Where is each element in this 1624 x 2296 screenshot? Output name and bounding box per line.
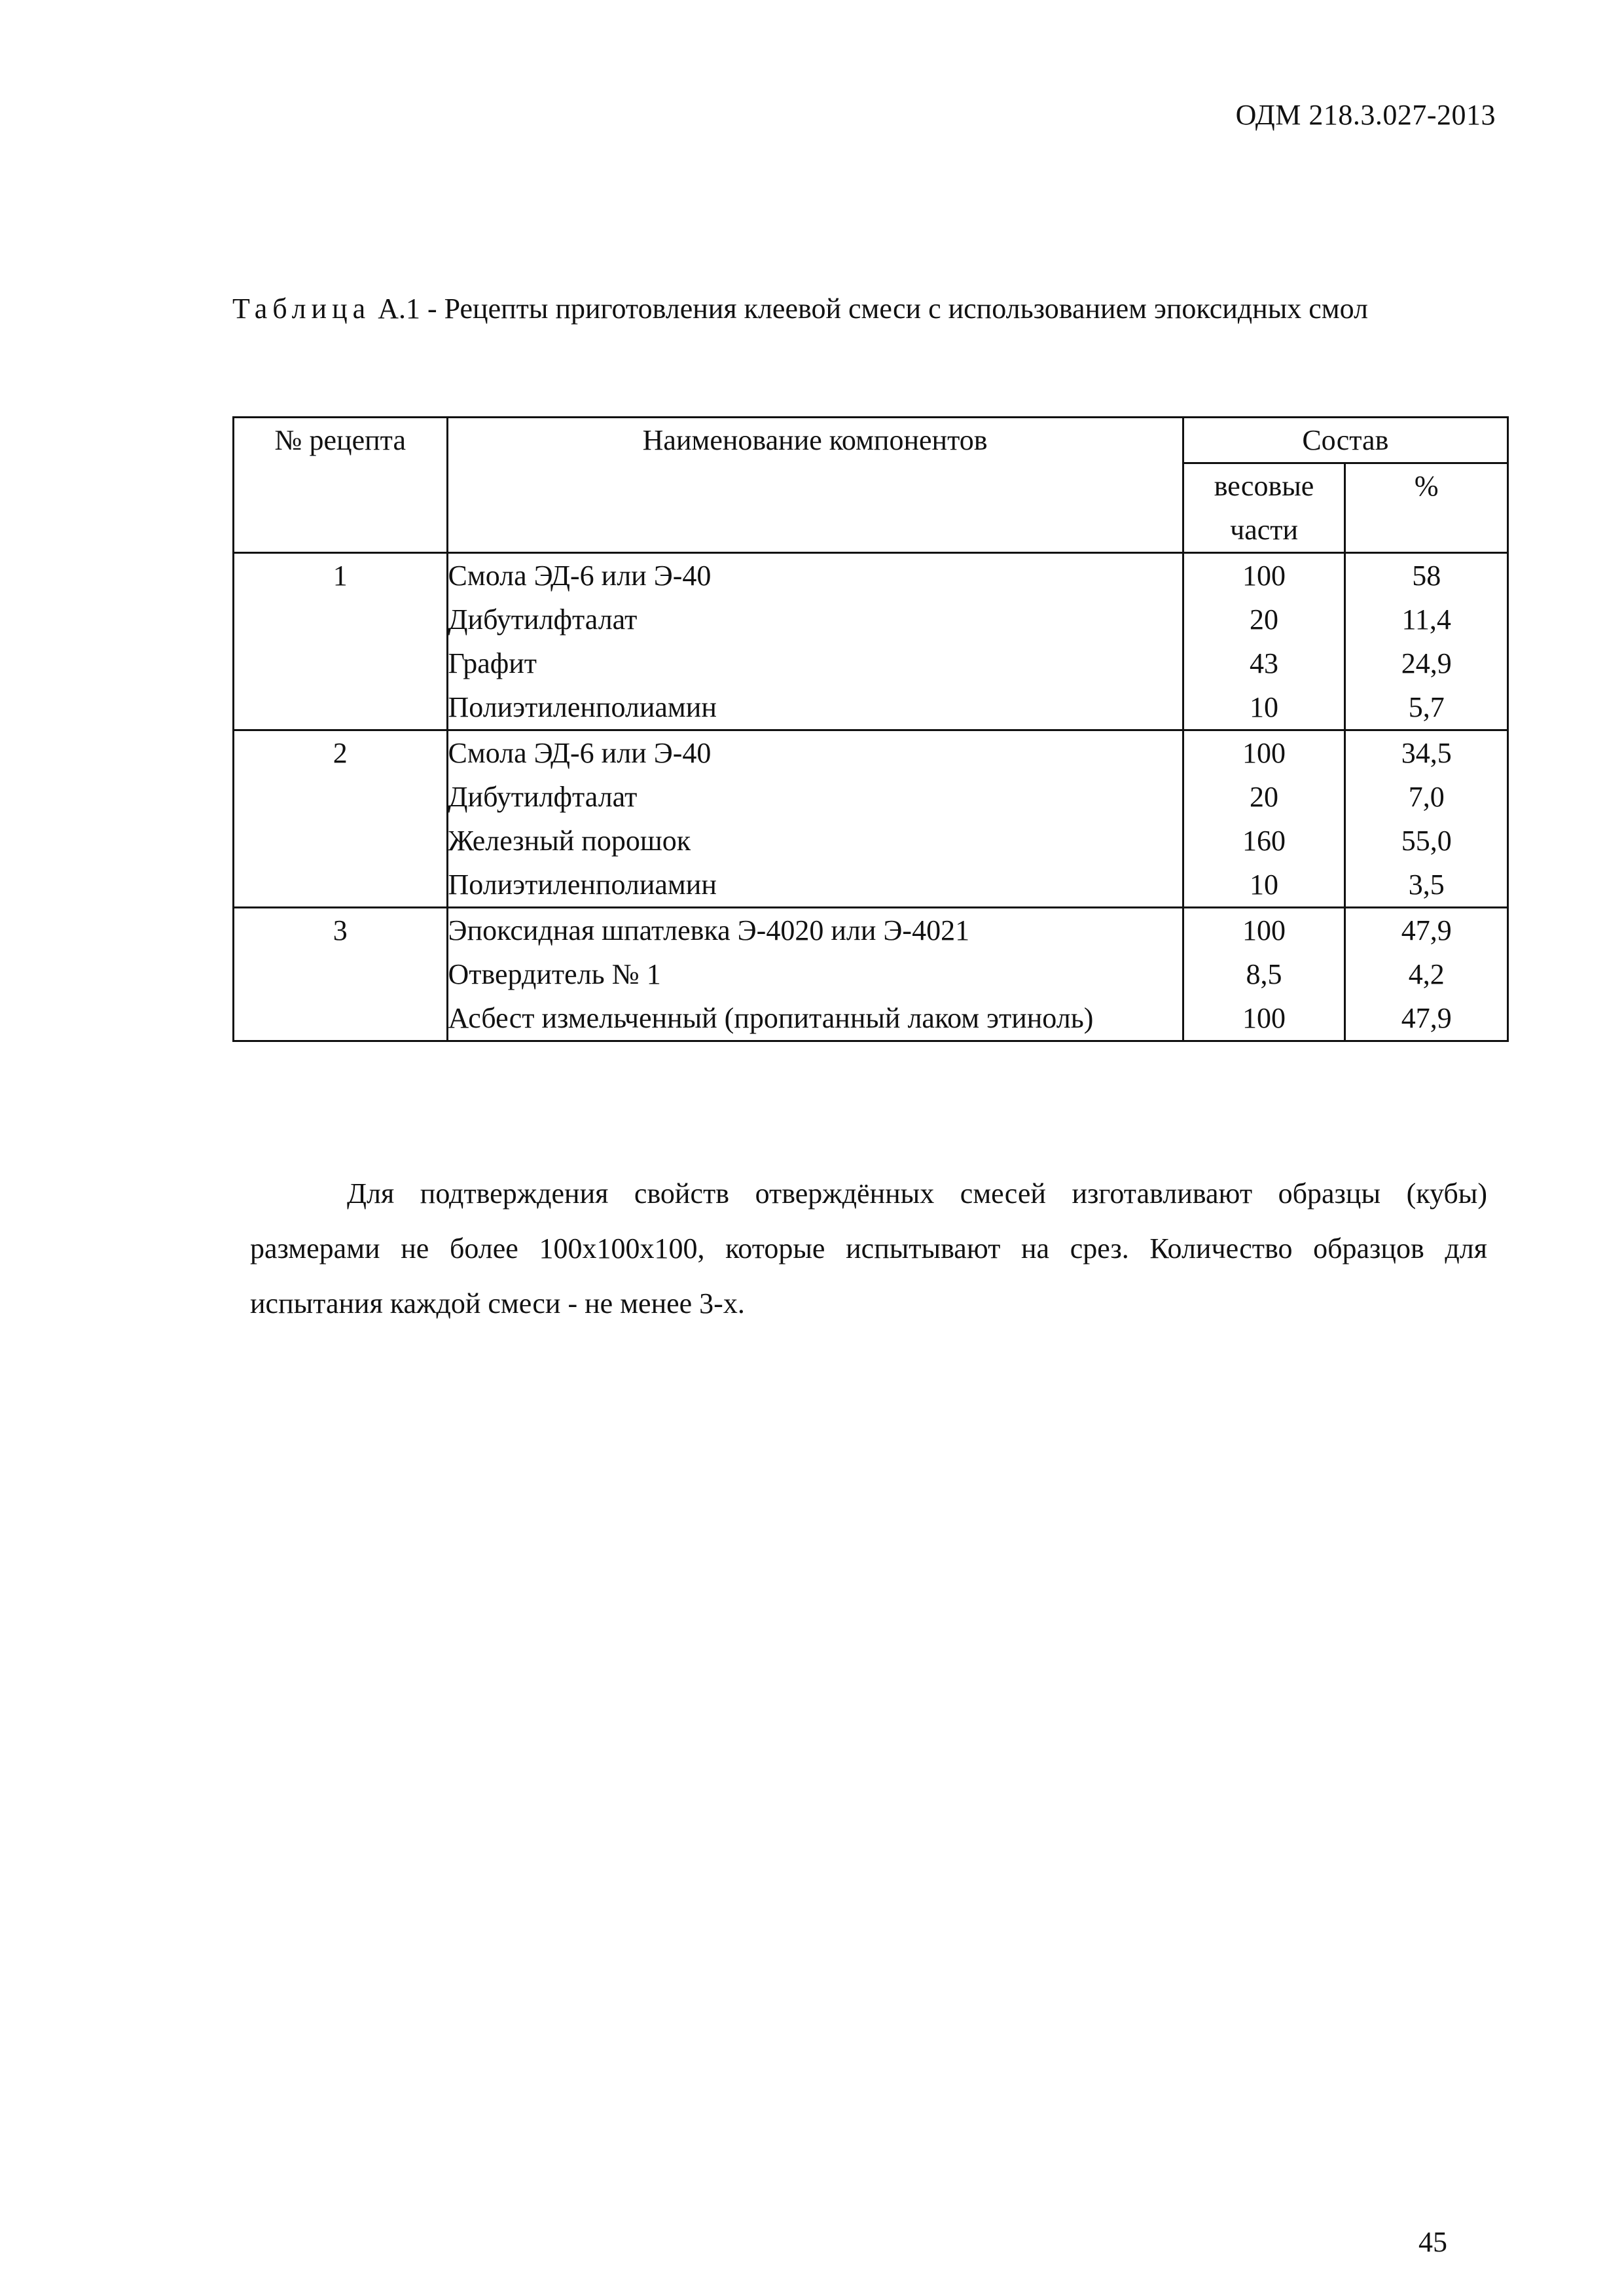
percent-value: 47,9: [1345, 908, 1508, 953]
component-name: Эпоксидная шпатлевка Э-4020 или Э-4021: [447, 908, 1183, 953]
table-caption-text: А.1 - Рецепты приготовления клеевой смеси с использованием эпоксидных смол: [378, 293, 1369, 325]
percent-value: 3,5: [1345, 863, 1508, 908]
component-name: Железный порошок: [447, 819, 1183, 863]
header-weight-parts: весовые части: [1183, 463, 1345, 553]
component-name: Дибутилфталат: [447, 598, 1183, 641]
percent-value: 5,7: [1345, 685, 1508, 730]
component-name: Смола ЭД-6 или Э-40: [447, 730, 1183, 776]
header-composition: Состав: [1183, 418, 1507, 463]
table-caption-label: Таблица: [232, 293, 371, 325]
component-name: Дибутилфталат: [447, 775, 1183, 819]
weight-parts-value: 100: [1183, 730, 1345, 776]
weight-parts-value: 100: [1183, 553, 1345, 598]
percent-value: 58: [1345, 553, 1508, 598]
component-name: Полиэтиленполиамин: [447, 685, 1183, 730]
percent-value: 55,0: [1345, 819, 1508, 863]
weight-parts-value: 20: [1183, 598, 1345, 641]
table-row: [234, 908, 1508, 953]
component-name: Отвердитель № 1: [447, 952, 1183, 996]
header-component-name: Наименование компонентов: [447, 418, 1183, 553]
document-code: ОДМ 218.3.027-2013: [1235, 99, 1496, 131]
table-caption: [232, 288, 1509, 330]
weight-parts-value: 160: [1183, 819, 1345, 863]
weight-parts-value: 10: [1183, 685, 1345, 730]
recipe-number: 1: [234, 553, 448, 730]
component-name: Графит: [447, 641, 1183, 685]
percent-value: 7,0: [1345, 775, 1508, 819]
component-name: Асбест измельченный (пропитанный лаком этиноль): [447, 996, 1183, 1041]
weight-parts-value: 100: [1183, 996, 1345, 1041]
component-name: Смола ЭД-6 или Э-40: [447, 553, 1183, 598]
percent-value: 11,4: [1345, 598, 1508, 641]
percent-value: 47,9: [1345, 996, 1508, 1041]
percent-value: 24,9: [1345, 641, 1508, 685]
percent-value: 34,5: [1345, 730, 1508, 776]
weight-parts-value: 10: [1183, 863, 1345, 908]
weight-parts-value: 100: [1183, 908, 1345, 953]
percent-value: 4,2: [1345, 952, 1508, 996]
body-paragraph: Для подтверждения свойств отверждённых смесей изготавливают образцы (кубы) размерами не более 100x100x100, которые испытывают на срез. Количество образцов для испытания каждой смеси - не менее 3-х.: [250, 1177, 1487, 1319]
table-row: [234, 553, 1508, 598]
recipes-table: [232, 416, 1509, 1042]
recipe-number: 2: [234, 730, 448, 908]
weight-parts-value: 8,5: [1183, 952, 1345, 996]
table-row: [234, 730, 1508, 776]
page-number: 45: [1418, 2226, 1447, 2258]
component-name: Полиэтиленполиамин: [447, 863, 1183, 908]
recipe-number: 3: [234, 908, 448, 1041]
weight-parts-value: 20: [1183, 775, 1345, 819]
header-recipe-number: № рецепта: [234, 418, 448, 553]
header-percent: %: [1345, 463, 1508, 553]
weight-parts-value: 43: [1183, 641, 1345, 685]
